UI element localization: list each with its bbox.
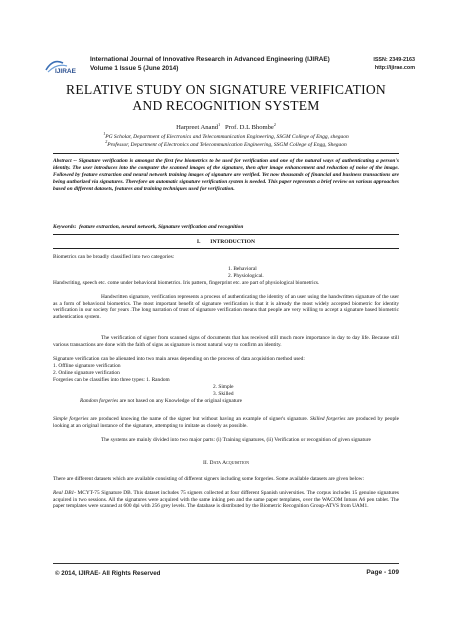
section-1-number: I. (196, 239, 201, 245)
intro-para-5: Signature verification can be alienated into two main areas depending on the process of data acquisition method used: (53, 356, 305, 362)
affiliation-1-text: PG Scholar, Department of Electronics and Telecommunication Engineering, SSGM College of Engg, shegaon (105, 134, 349, 140)
title-line-1: RELATIVE STUDY ON SIGNATURE VERIFICATION (66, 82, 386, 97)
journal-logo (43, 55, 83, 75)
real-db1-term: Real DB1- (53, 490, 76, 496)
logo-text: IJIRAE (55, 68, 76, 75)
footer-divider (53, 563, 399, 564)
keywords-label: Keywords: (53, 224, 77, 230)
section-2-title: Data Acquisition (209, 460, 250, 466)
affiliation-1-sup: 1 (103, 131, 106, 137)
journal-name: International Journal of Innovative Research in Advanced Engineering (IJIRAE) (90, 56, 330, 63)
divider-top (53, 153, 399, 154)
section-heading-data-acquisition (53, 460, 399, 466)
footer-page-number: Page - 109 (366, 569, 399, 576)
intro-para-6: Forgeries can be classifies into three types: 1. Random (53, 377, 170, 383)
real-db1-text: MCYT-75 Signature DB. This dataset includes 75 signers collected at four different Spanish universities. The corpus includes 15 genuine signatures acquired in two sessions. All the signatures were acquired with the same inking pen and the same paper templates, over the WACOM Intuos A6 pen tablet. The paper templates were scanned at 600 dpi with 256 grey levels. The database is distributed by the Biometric Recognition Group-ATVS from UAM1. (53, 490, 400, 510)
intro-para-8 (53, 416, 399, 429)
skilled-forgeries-term: Skilled forgeries (309, 416, 346, 422)
random-forgeries-term: Random forgeries (80, 398, 119, 404)
section-heading-introduction (53, 239, 399, 245)
divider-intro (53, 248, 399, 249)
random-forgeries-text: are not based on any Knowledge of the original signature (118, 398, 243, 404)
simple-forgeries-term: Simple forgeries (53, 416, 89, 422)
affiliation-2 (40, 139, 412, 148)
divider-keywords (53, 234, 399, 235)
intro-list1-item-1: 1. Behavioral (228, 266, 257, 272)
author-2: Prof. D.L Bhombe (225, 124, 274, 131)
title-line-2: AND RECOGNITION SYSTEM (132, 98, 320, 113)
intro-list2-item-1: 1. Offline signature verification (53, 363, 121, 369)
intro-para-3: Handwritten signature, verification represents a process of authenticating the identity of an user using the handwritten signature of the user as a form of behavioral biometrics. The most important benefit of signature verification is that it is already the most widely accepted biometric for identity verification in our society for years .The long narration of trust of signature verification means that people are very willing to accept a signature based biometric authentication system. (53, 294, 399, 320)
intro-para-9: The systems are mainly divided into two major parts: (i) Training signatures, (ii) Verification or recognition of given signature (101, 437, 371, 443)
author-line (40, 121, 412, 131)
journal-header (43, 55, 415, 77)
section-2-number: II. (202, 460, 209, 466)
intro-para-1: Biometrics can be broadly classified into two categories: (53, 254, 175, 260)
affiliation-2-sup: 2 (105, 139, 108, 145)
journal-url[interactable]: http://ijirae.com (374, 65, 415, 71)
simple-forgeries-text: are produced knowing the name of the signer but without having an example of signer's signature. (88, 416, 310, 422)
keywords-text: feature extraction, neural network, Signature verification and recognition (79, 224, 244, 230)
intro-list1-item-2: 2. Physiological. (228, 273, 264, 279)
data-acq-para-1: There are different datasets which are available consisting of different signers including some forgeries. Some available datasets are given below: (53, 476, 365, 482)
affiliation-1 (40, 131, 412, 140)
journal-issn: ISSN: 2349-2163 (373, 57, 415, 63)
author-2-sup: 2 (273, 121, 276, 127)
affiliation-2-text: Professor, Department of Electronics and Telecommunication Engineering, SSGM College of Engg, Shegaon (107, 142, 347, 148)
paper-title (40, 82, 412, 114)
author-1: Harpreet Anand (176, 124, 219, 131)
skilled-forgeries-text: are produced by people looking at an original instance of the signature, attempting to imitate as closely as possible. (53, 416, 399, 429)
intro-list3-item-2: 3. Skilled (213, 391, 234, 397)
section-1-title: INTRODUCTION (210, 239, 256, 245)
abstract: Abstract -- Signature verification is amongst the first few biometrics to be used for verification and one of the natural ways of authenticating a person's identity. The user introduces into the computer the scanned images of the signature, then after image enhancement and reduction of noise of the image. Followed by feature extraction and neural network training images of signature are verified. Yet now thousands of financial and business transactions are being authorized via signatures. Therefore an automatic signature verification system is needed. This paper represents a brief review on various approaches based on different datasets, features and training techniques used for verification. (53, 158, 399, 192)
intro-list2-item-2: 2. Online signature verification (53, 370, 120, 376)
journal-volume: Volume 1 Issue 5 (June 2014) (90, 65, 179, 72)
intro-list3-item-1: 2. Simple (213, 384, 234, 390)
intro-para-7 (80, 398, 242, 405)
author-1-sup: 1 (218, 121, 221, 127)
intro-para-4: The verification of signer from scanned signs of documents that has received still much more importance in day to day life. Because still various transactions are done with the faith of signs as signature is most natural way to confirm an identity. (53, 335, 399, 348)
footer-copyright: © 2014, IJIRAE- All Rights Reserved (55, 570, 161, 577)
data-acq-para-2 (53, 490, 399, 510)
intro-para-2: Handwriting, speech etc. come under behavioral biometrics. Iris pattern, fingerprint etc. are part of physiological biometrics. (53, 280, 320, 286)
keywords (53, 224, 399, 230)
